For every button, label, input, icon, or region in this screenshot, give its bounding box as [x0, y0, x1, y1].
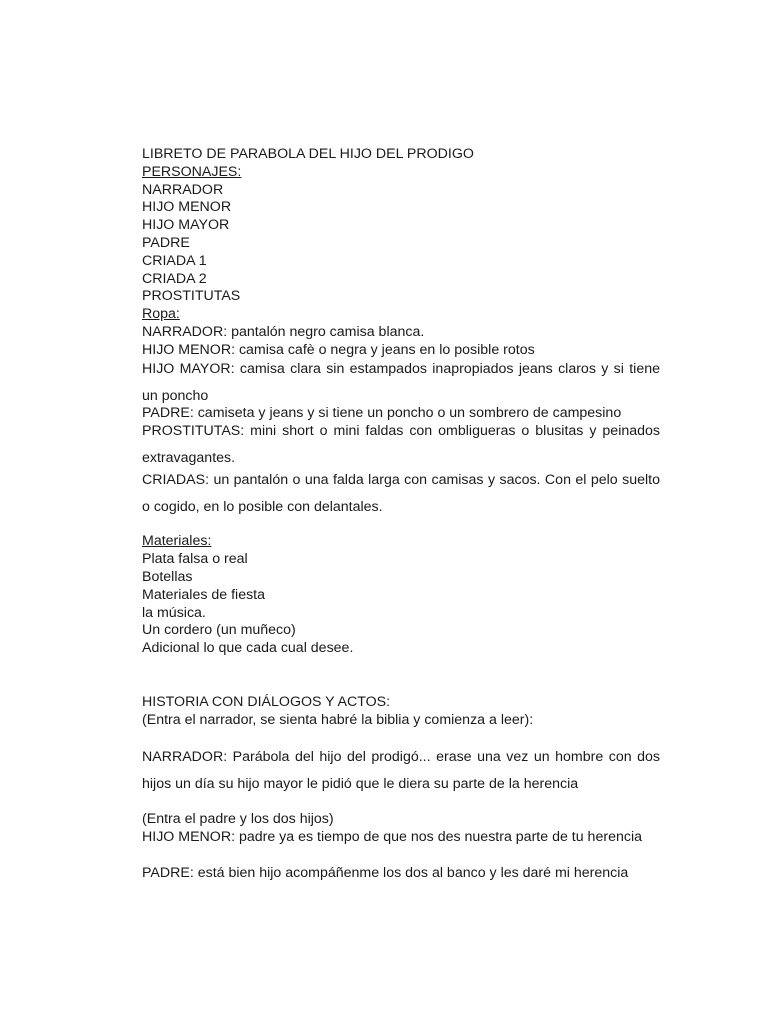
document-title: LIBRETO DE PARABOLA DEL HIJO DEL PRODIGO — [142, 146, 474, 162]
character-item: NARRADOR — [142, 181, 224, 198]
character-item: PROSTITUTAS — [142, 288, 241, 305]
material-item: Botellas — [142, 568, 193, 585]
clothing-hijo-menor: HIJO MENOR: camisa cafè o negra y jeans en lo posible rotos — [142, 341, 535, 358]
document-body — [142, 146, 660, 882]
materials-list — [142, 551, 660, 658]
hijo-menor-dialogue: HIJO MENOR: padre ya es tiempo de que nos des nuestra parte de tu herencia — [142, 829, 642, 846]
story-intro: (Entra el narrador, se sienta habré la biblia y comienza a leer): — [142, 711, 534, 728]
padre-dialogue: PADRE: está bien hijo acompáñenme los dos al banco y les daré mi herencia — [142, 865, 629, 882]
character-item: HIJO MENOR — [142, 199, 232, 216]
clothing-criadas: CRIADAS: un pantalón o una falda larga con camisas y sacos. Con el pelo suelto o cogido, en lo posible con delantales. — [142, 472, 660, 516]
clothing-padre: PADRE: camiseta y jeans y si tiene un poncho o un sombrero de campesino — [142, 404, 622, 421]
material-item: Plata falsa o real — [142, 551, 248, 568]
stage-direction: (Entra el padre y los dos hijos) — [142, 810, 334, 827]
material-item: Adicional lo que cada cual desee. — [142, 640, 354, 657]
clothing-hijo-mayor: HIJO MAYOR: camisa clara sin estampados inapropiados jeans claros y si tiene un poncho — [142, 360, 660, 404]
characters-list — [142, 182, 660, 307]
materials-heading: Materiales: — [142, 533, 212, 550]
material-item: Un cordero (un muñeco) — [142, 622, 296, 639]
material-item: Materiales de fiesta — [142, 586, 266, 603]
narrador-dialogue: NARRADOR: Parábola del hijo del prodigó... erase una vez un hombre con dos hijos un día su hijo mayor le pidió que le diera su parte de la herencia — [142, 748, 660, 792]
clothing-heading: Ropa: — [142, 306, 180, 323]
material-item: la música. — [142, 604, 206, 621]
character-item: PADRE — [142, 234, 190, 251]
characters-heading: PERSONAJES: — [142, 163, 242, 180]
character-item: HIJO MAYOR — [142, 217, 230, 234]
character-item: CRIADA 2 — [142, 270, 207, 287]
character-item: CRIADA 1 — [142, 252, 207, 269]
clothing-narrador: NARRADOR: pantalón negro camisa blanca. — [142, 323, 425, 340]
clothing-prostitutas: PROSTITUTAS: mini short o mini faldas con ombligueras o blusitas y peinados extravagantes. — [142, 423, 660, 467]
clothing-list — [142, 324, 660, 521]
story-heading: HISTORIA CON DIÁLOGOS Y ACTOS: — [142, 693, 391, 710]
